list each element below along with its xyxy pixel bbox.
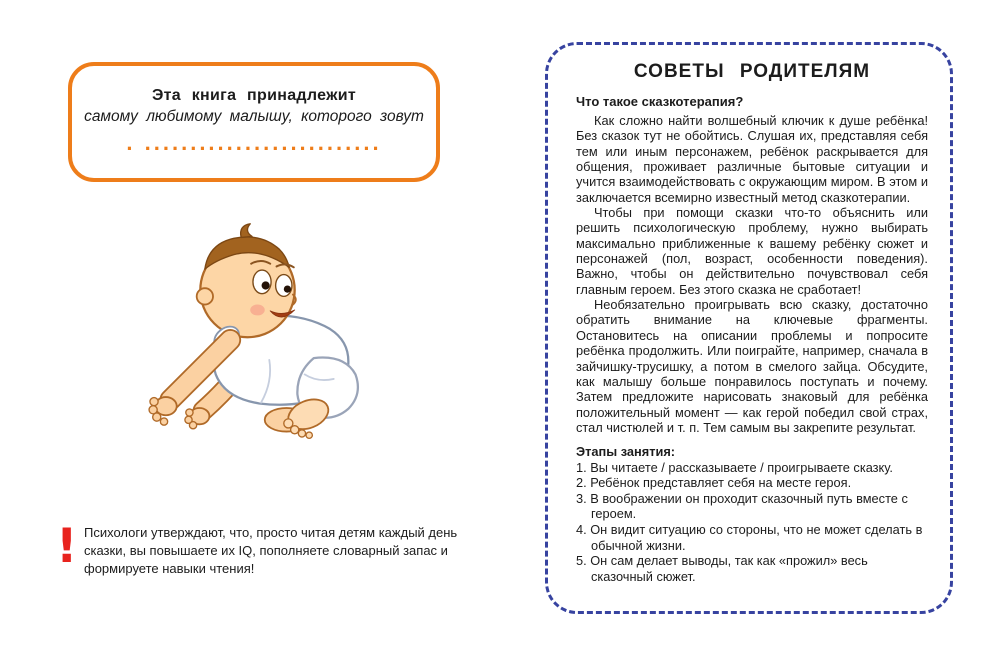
advice-subtitle: Что такое сказкотерапия?	[576, 94, 744, 109]
bookplate-box	[68, 62, 440, 182]
crawling-baby-svg	[125, 220, 370, 478]
stage-item-5: 5. Он сам делает выводы, так как «прожил» весь сказочный сюжет.	[576, 553, 868, 584]
bookplate-line2: самому любимому малышу, которого зовут	[84, 108, 424, 125]
stage-item-1: 1. Вы читаете / рассказываете / проигрываете сказку.	[576, 459, 893, 475]
advice-title: СОВЕТЫ РОДИТЕЛЯМ	[633, 61, 871, 82]
advice-paragraph-1: Как сложно найти волшебный ключик к душе ребёнка! Без сказок тут не обойтись. Слушая их, представляя себя тем или иным персонажем, ребёнок раскрывается для общения, проживает различные бытовые ситуации и учится взаимодействовать с окружающим миром. В этом и заключается всемирно известный метод сказкотерапии.	[576, 113, 928, 205]
advice-paragraph-2: Чтобы при помощи сказки что-то объяснить или решить психологическую проблему, нужно выбирать максимально приближенные к вашему ребёнку сюжет и персонажей (пол, возраст, особенности поведения). Важно, чтобы он действительно почувствовал себя главным героем. Без этого сказка не сработает!	[576, 205, 928, 297]
advice-box	[545, 42, 953, 614]
bookplate-line1: Эта книга принадлежит	[151, 87, 357, 104]
crawling-baby-illustration	[125, 220, 370, 478]
stage-item-4: 4. Он видит ситуацию со стороны, что не может сделать в обычной жизни.	[576, 522, 923, 553]
advice-paragraph-3: Необязательно проигрывать всю сказку, достаточно обратить внимание на ключевые фрагменты. Остановитесь на описании проблемы и попросите ребёнка продолжить. Или поиграйте, например, сначала в зайчишку-трусишку, а потом в смелого зайца. Обсудите, как малышу больше понравилось поступать и почему. Затем предложите нарисовать знаковый для ребёнка положительный момент — как герой победил свой страх, стал чистюлей и т. п. Тем самым вы закрепите результат.	[576, 297, 928, 435]
stage-item-2: 2. Ребёнок представляет себя на месте героя.	[576, 475, 852, 491]
exclamation-icon: !	[56, 519, 78, 574]
bookplate-dotted-line: . ..........................	[126, 130, 382, 155]
stage-item-3: 3. В воображении он проходит сказочный путь вместе с героем.	[576, 490, 908, 522]
stages-heading: Этапы занятия:	[576, 444, 676, 460]
psychologists-note	[56, 519, 460, 578]
note-text: Психологи утверждают, что, просто читая детям каждый день сказки, вы повышаете их IQ, пополняете словарный запас и формируете навыки чтения!	[84, 525, 458, 576]
